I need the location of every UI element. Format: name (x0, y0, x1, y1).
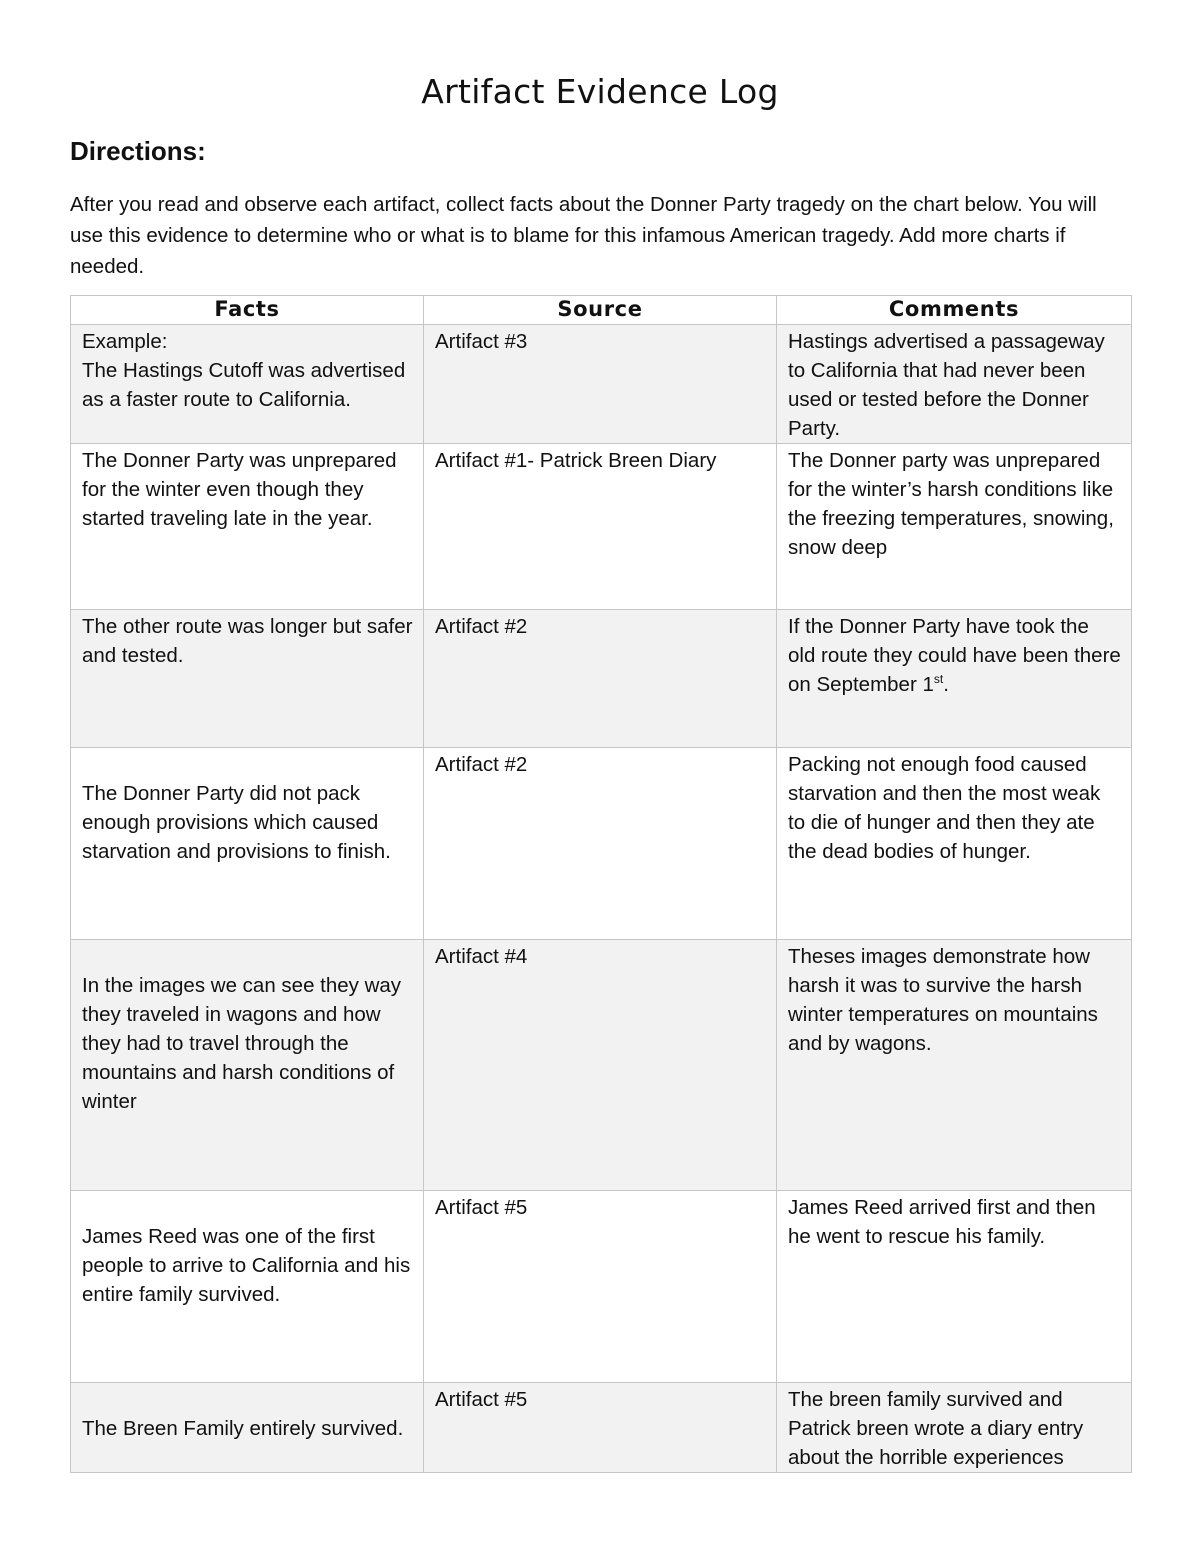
fact-cell (71, 1383, 424, 1473)
fact-cell (71, 325, 424, 444)
fact-text: The Breen Family entirely survived. (82, 1417, 404, 1440)
header-facts: Facts (71, 296, 424, 325)
fact-cell: The other route was longer but safer and tested. (71, 610, 424, 748)
source-cell: Artifact #5 (424, 1383, 777, 1473)
fact-cell (71, 1191, 424, 1383)
table-row (71, 1191, 1132, 1383)
fact-text: The Donner Party did not pack enough provisions which caused starvation and provisions to finish. (82, 782, 391, 863)
fact-cell (71, 748, 424, 940)
example-label: Example: (82, 330, 168, 353)
comment-cell (777, 610, 1132, 748)
source-cell: Artifact #1- Patrick Breen Diary (424, 444, 777, 610)
comment-text: If the Donner Party have took the old route they could have been there on September 1 (788, 615, 1121, 696)
directions-heading: Directions: (70, 136, 206, 166)
page-title: Artifact Evidence Log (421, 72, 779, 111)
fact-cell (71, 940, 424, 1191)
fact-text: The Hastings Cutoff was advertised as a faster route to California. (82, 359, 406, 411)
directions-text: After you read and observe each artifact, collect facts about the Donner Party tragedy on the chart below. You will use this evidence to determine who or what is to blame for this infamous American tragedy. Add more charts if needed. (70, 193, 1097, 278)
table-row (71, 610, 1132, 748)
fact-text: James Reed was one of the first people to arrive to California and his entire family survived. (82, 1225, 411, 1306)
ordinal-suffix: st (933, 672, 944, 686)
fact-text: In the images we can see they way they traveled in wagons and how they had to travel through the mountains and harsh conditions of winter (82, 974, 402, 1113)
source-cell: Artifact #5 (424, 1191, 777, 1383)
comment-cell: The Donner party was unprepared for the winter’s harsh conditions like the freezing temperatures, snowing, snow deep (777, 444, 1132, 610)
table-row (71, 748, 1132, 940)
comment-cell: Theses images demonstrate how harsh it was to survive the harsh winter temperatures on mountains and by wagons. (777, 940, 1132, 1191)
header-source: Source (424, 296, 777, 325)
comment-cell: Hastings advertised a passageway to California that had never been used or tested before the Donner Party. (777, 325, 1132, 444)
evidence-table (70, 295, 1132, 1473)
source-cell: Artifact #2 (424, 610, 777, 748)
comment-cell: The breen family survived and Patrick breen wrote a diary entry about the horrible experiences (777, 1383, 1132, 1473)
source-cell: Artifact #2 (424, 748, 777, 940)
table-row (71, 444, 1132, 610)
fact-cell: The Donner Party was unprepared for the winter even though they started traveling late in the year. (71, 444, 424, 610)
comment-cell: Packing not enough food caused starvation and then the most weak to die of hunger and then they ate the dead bodies of hunger. (777, 748, 1132, 940)
table-row (71, 1383, 1132, 1473)
comment-cell: James Reed arrived first and then he went to rescue his family. (777, 1191, 1132, 1383)
source-cell: Artifact #4 (424, 940, 777, 1191)
header-comments: Comments (777, 296, 1132, 325)
table-header-row (71, 296, 1132, 325)
comment-end: . (943, 673, 949, 696)
source-cell: Artifact #3 (424, 325, 777, 444)
table-row (71, 325, 1132, 444)
table-row (71, 940, 1132, 1191)
